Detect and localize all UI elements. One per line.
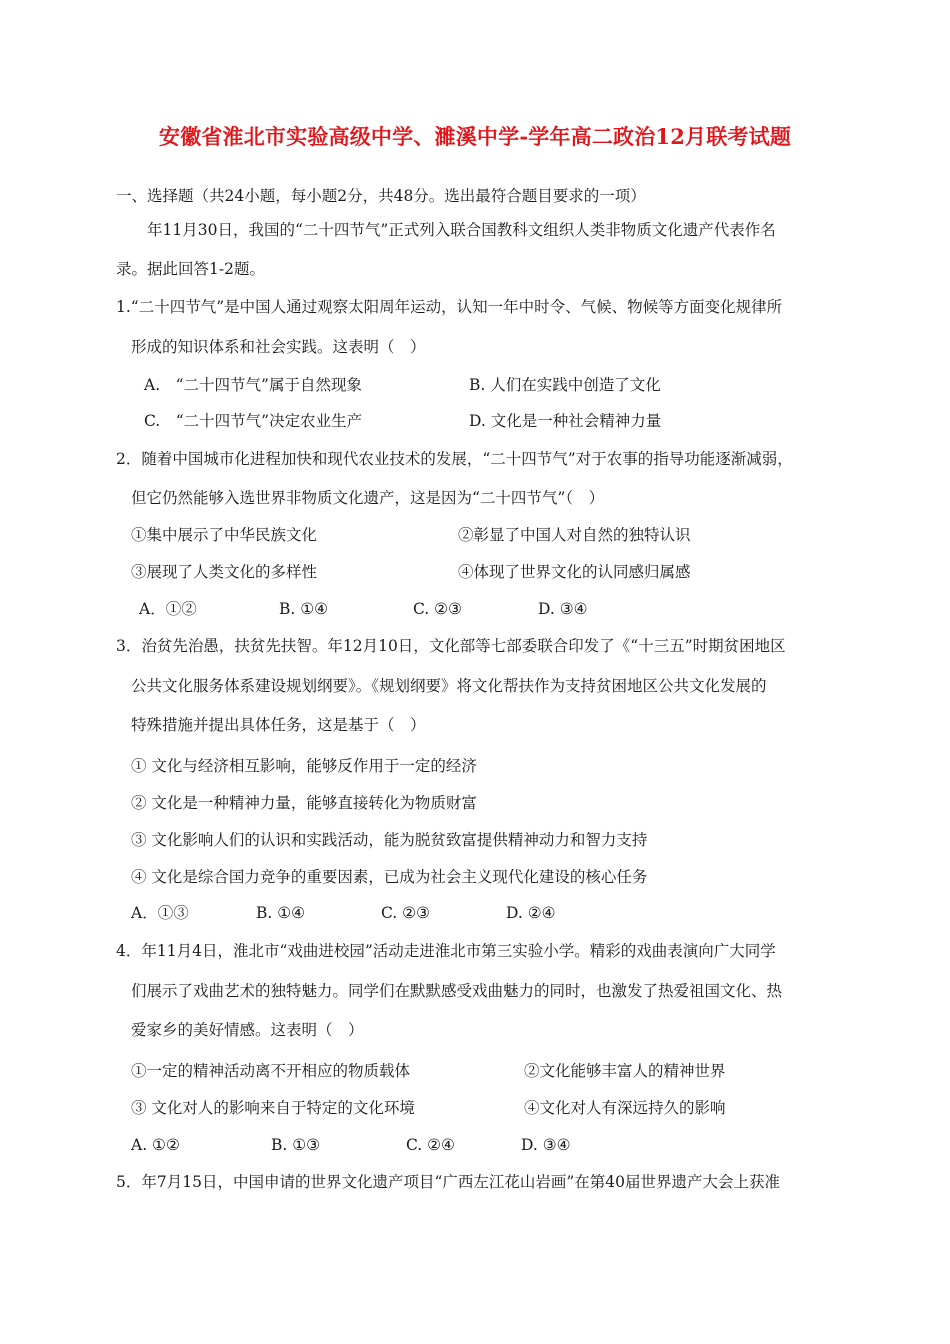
q2-stem-line-2: 但它仍然能够入选世界非物质文化遗产，这是因为“二十四节气”（ ） [131, 489, 605, 507]
q2-statement-4: ④体现了世界文化的认同感归属感 [458, 563, 691, 581]
q3-stem-line-3: 特殊措施并提出具体任务，这是基于（ ） [131, 716, 426, 734]
q3-statement-2: ② 文化是一种精神力量，能够直接转化为物质财富 [131, 794, 477, 812]
q1-option-c: C. “二十四节气”决定农业生产 [144, 412, 363, 430]
q3-stem-line-1: 3．治贫先治愚，扶贫先扶智。年12月10日，文化部等七部委联合印发了《“十三五”时期贫困地区 [116, 637, 786, 655]
document-title: 安徽省淮北市实验高级中学、濉溪中学-学年高二政治12月联考试题 [158, 124, 792, 149]
q5-stem-line-1: 5．年7月15日，中国申请的世界文化遗产项目“广西左江花山岩画”在第40届世界遗产大会上获准 [116, 1173, 781, 1191]
section-heading: 一、选择题（共24小题，每小题2分，共48分。选出最符合题目要求的一项） [116, 187, 646, 205]
q1-option-a: A. “二十四节气”属于自然现象 [144, 376, 362, 394]
q4-statement-1: ①一定的精神活动离不开相应的物质载体 [131, 1062, 411, 1080]
q4-option-d: D. ③④ [521, 1136, 571, 1154]
q4-stem-line-3: 爱家乡的美好情感。这表明（ ） [131, 1021, 364, 1039]
q1-stem-line-2: 形成的知识体系和社会实践。这表明（ ） [131, 338, 426, 356]
q2-statement-2: ②彰显了中国人对自然的独特认识 [458, 526, 691, 544]
q3-statement-1: ① 文化与经济相互影响，能够反作用于一定的经济 [131, 757, 477, 775]
q3-statement-4: ④ 文化是综合国力竞争的重要因素，已成为社会主义现代化建设的核心任务 [131, 868, 648, 886]
q2-option-d: D. ③④ [538, 600, 588, 618]
q3-option-a: A．①③ [131, 904, 189, 922]
q4-statement-3: ③ 文化对人的影响来自于特定的文化环境 [131, 1099, 415, 1117]
q4-statement-2: ②文化能够丰富人的精神世界 [524, 1062, 726, 1080]
q3-option-d: D. ②④ [506, 904, 556, 922]
q3-statement-3: ③ 文化影响人们的认识和实践活动，能为脱贫致富提供精神动力和智力支持 [131, 831, 648, 849]
q2-statement-3: ③展现了人类文化的多样性 [131, 563, 318, 581]
q2-statement-1: ①集中展示了中华民族文化 [131, 526, 318, 544]
q2-option-b: B. ①④ [279, 600, 329, 618]
q1-stem-line-1: 1.“二十四节气”是中国人通过观察太阳周年运动，认知一年中时令、气候、物候等方面变化规律所 [116, 298, 783, 316]
q4-option-a: A. ①② [131, 1136, 180, 1154]
q2-option-a: A．①② [139, 600, 197, 618]
q2-stem-line-1: 2．随着中国城市化进程加快和现代农业技术的发展，“二十四节气”对于农事的指导功能逐渐减弱， [116, 450, 793, 468]
q2-option-c: C. ②③ [413, 600, 462, 618]
intro-line-1: 年11月30日，我国的“二十四节气”正式列入联合国教科文组织人类非物质文化遗产代表作名 [147, 221, 776, 239]
q3-stem-line-2: 公共文化服务体系建设规划纲要》。《规划纲要》将文化帮扶作为支持贫困地区公共文化发展的 [131, 677, 767, 695]
q4-statement-4: ④文化对人有深远持久的影响 [524, 1099, 726, 1117]
q1-option-b: B. 人们在实践中创造了文化 [469, 376, 661, 394]
q3-option-b: B. ①④ [256, 904, 306, 922]
q4-stem-line-1: 4．年11月4日，淮北市“戏曲进校园”活动走进淮北市第三实验小学。精彩的戏曲表演向广大同学 [116, 942, 776, 960]
intro-line-2: 录。据此回答1-2题。 [116, 260, 265, 278]
q1-option-d: D. 文化是一种社会精神力量 [469, 412, 662, 430]
q4-option-c: C. ②④ [406, 1136, 455, 1154]
q4-option-b: B. ①③ [271, 1136, 321, 1154]
q4-stem-line-2: 们展示了戏曲艺术的独特魅力。同学们在默默感受戏曲魅力的同时，也激发了热爱祖国文化、热 [131, 982, 783, 1000]
q3-option-c: C. ②③ [381, 904, 430, 922]
